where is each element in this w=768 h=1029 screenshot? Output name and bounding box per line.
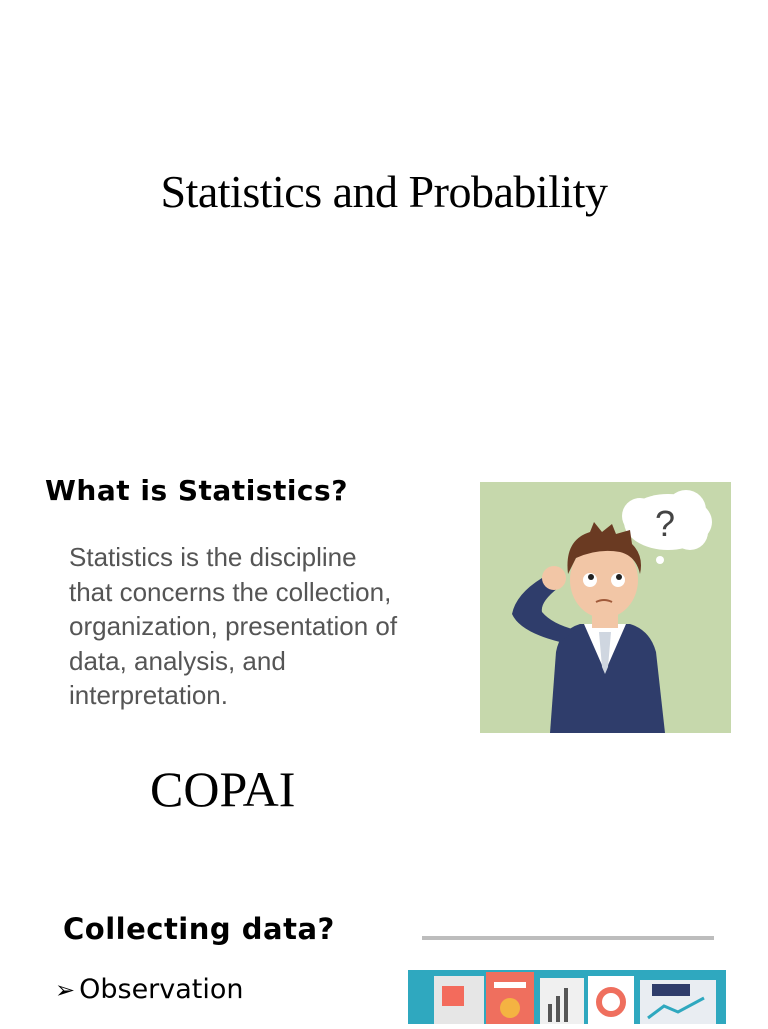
bullet-text: Observation <box>79 974 244 1005</box>
definition-line: Statistics is the discipline <box>69 542 357 572</box>
definition-line: organization, presentation of <box>69 611 398 641</box>
definition-line: data, analysis, and <box>69 645 286 676</box>
question-mark: ? <box>654 503 676 544</box>
arrow-bullet-icon: ➢ <box>55 975 76 1004</box>
slide-what-is-statistics <box>0 420 768 900</box>
slide-collecting-data <box>0 900 768 1024</box>
definition-line: interpretation. <box>69 680 228 710</box>
section-heading: What is Statistics? <box>45 474 348 507</box>
confused-man-icon <box>480 482 731 733</box>
data-charts-illustration <box>408 932 726 1024</box>
definition-line: that concerns the collection, <box>69 576 392 607</box>
section-heading: Collecting data? <box>63 912 335 946</box>
slide-title <box>0 0 768 420</box>
page-title: Statistics and Probability <box>160 166 608 217</box>
definition-text <box>69 540 449 713</box>
list-item <box>55 974 244 1005</box>
acronym-text: COPAI <box>150 761 296 817</box>
